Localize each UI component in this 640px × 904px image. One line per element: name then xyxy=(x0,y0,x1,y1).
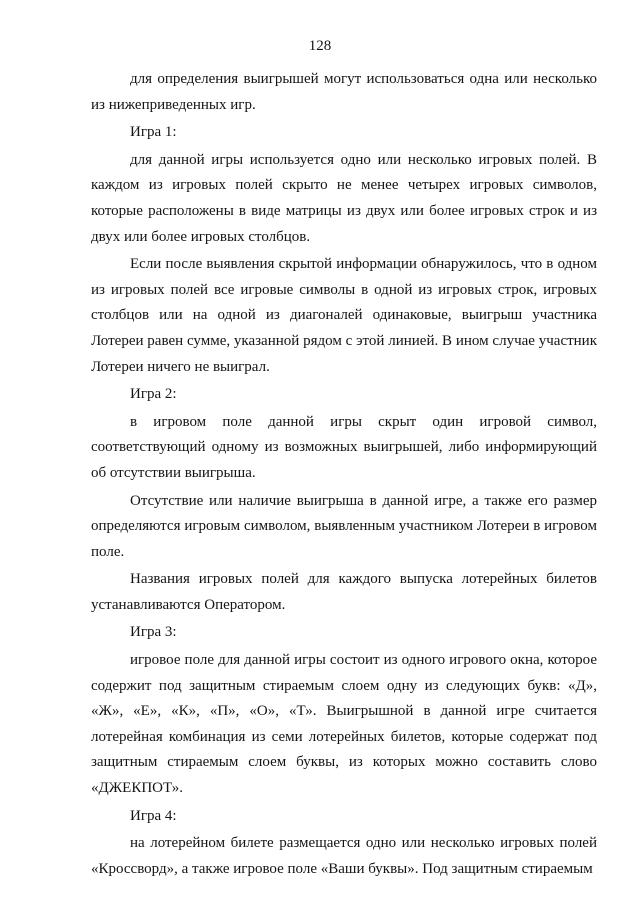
heading-game-1: Игра 1: xyxy=(130,124,177,141)
paragraph-intro: для определения выигрышей могут использоваться одна или несколько из нижеприведенных игр. xyxy=(91,71,597,113)
paragraph-game-1-description: для данной игры используется одно или несколько игровых полей. В каждом из игровых полей скрыто не менее четырех игровых символов, которые расположены в виде матрицы из двух или более игровых строк и из двух или более игровых столбцов. xyxy=(91,151,597,245)
paragraph-game-2-field-names: Названия игровых полей для каждого выпуска лотерейных билетов устанавливаются Оператором. xyxy=(91,571,597,613)
paragraph-game-3-description: игровое поле для данной игры состоит из одного игрового окна, которое содержит под защитным стираемым слоем одну из следующих букв: «Д», «Ж», «Е», «К», «П», «О», «Т». Выигрышной в данной игре считается лотерейная комбинация из семи лотерейных билетов, которые содержат под защитным стираемым слоем буквы, из которых можно составить слово «ДЖЕКПОТ». xyxy=(91,652,597,797)
paragraph-game-1-rules: Если после выявления скрытой информации обнаружилось, что в одном из игровых полей все игровые символы в одной из игровых строк, игровых столбцов или на одной из диагоналей одинаковые, выигрыш участника Лотереи равен сумме, указанной рядом с этой линией. В ином случае участник Лотереи ничего не выиграл. xyxy=(91,256,597,375)
heading-game-4: Игра 4: xyxy=(130,807,177,824)
paragraph-game-2-description: в игровом поле данной игры скрыт один игровой символ, соответствующий одному из возможных выигрышей, либо информирующий об отсутствии выигрыша. xyxy=(91,413,597,481)
heading-game-3: Игра 3: xyxy=(130,624,177,641)
heading-game-2: Игра 2: xyxy=(130,386,177,403)
page-number: 128 xyxy=(308,38,332,54)
paragraph-game-2-rules: Отсутствие или наличие выигрыша в данной игре, а также его размер определяются игровым символом, выявленным участником Лотереи в игровом поле. xyxy=(91,492,597,560)
document-body xyxy=(91,67,597,882)
paragraph-game-4-description: на лотерейном билете размещается одно или несколько игровых полей «Кроссворд», а также игровое поле «Ваши буквы». Под защитным стираемым xyxy=(91,835,597,877)
